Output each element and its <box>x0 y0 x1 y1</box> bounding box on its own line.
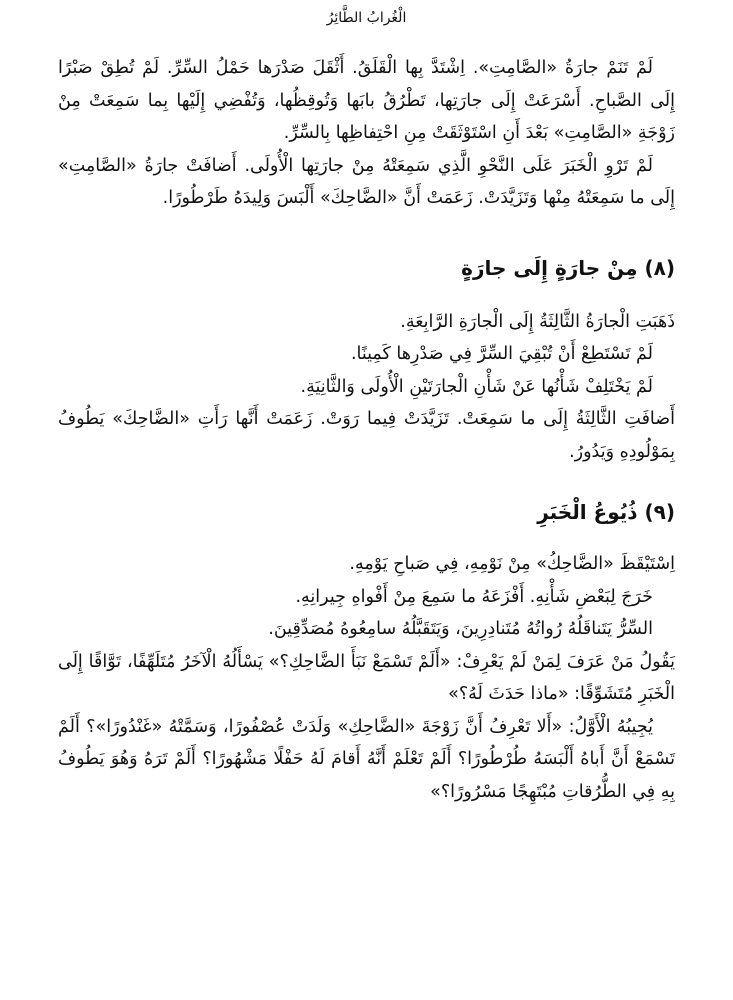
section-9 <box>58 497 675 808</box>
running-title: الْغُرابُ الطَّائِرُ <box>326 10 407 26</box>
paragraph: لَمْ تَرْوِ الْخَبَرَ عَلَى النَّحْوِ الَّذِي سَمِعَتْهُ مِنْ جارَتِها الْأُولَى. أَضافَتْ جارَةُ «الصَّامِتِ» إِلَى ما سَمِعَتْهُ مِنْها وَتَزَيَّدَتْ. زَعَمَتْ أَنَّ «الضَّاحِكَ» أَلْبَسَ وَلِيدَهُ طَرْطُورًا. <box>58 155 675 208</box>
section-heading: (٨) مِنْ جارَةٍ إِلَى جارَةٍ <box>461 255 675 280</box>
paragraph: اِسْتَيْقَظَ «الضَّاحِكُ» مِنْ نَوْمِهِ، فِي صَباحِ يَوْمِهِ. <box>349 554 675 574</box>
section-7-text <box>58 52 675 215</box>
paragraph: لَمْ تَسْتَطِعْ أَنْ تُبْقِيَ السِّرَّ فِي صَدْرِها كَمِينًا. <box>350 344 653 364</box>
paragraph: ذَهَبَتِ الْجارَةُ الثَّالِثَةُ إِلَى الْجارَةِ الرَّابِعَةِ. <box>400 311 675 332</box>
paragraph: خَرَجَ لِبَعْضِ شَأْنِهِ. أَفْزَعَهُ ما سَمِعَ مِنْ أَفْواهِ جِيرانِهِ. <box>295 586 653 607</box>
paragraph: يَقُولُ مَنْ عَرَفَ لِمَنْ لَمْ يَعْرِفْ: «أَلَمْ تَسْمَعْ نَبَأَ الضَّاحِكِ؟» يَسْأَلُهُ الْآخَرُ مُتَلَهِّفًا، تَوَّاقًا إِلَى الْخَبَرِ مُتَشَوِّقًا: «ماذا حَدَثَ لَهُ؟» <box>58 651 675 704</box>
paragraph: أَضافَتِ الثَّالِثَةُ إِلَى ما سَمِعَتْ. تَزَيَّدَتْ فِيما رَوَتْ. زَعَمَتْ أَنَّها رَأَتِ «الضَّاحِكَ» يَطُوفُ بِمَوْلُودِهِ وَيَدُورُ. <box>58 409 675 462</box>
section-heading: (٩) ذُيُوعُ الْخَبَرِ <box>537 500 675 524</box>
paragraph: لَمْ تَنَمْ جارَةُ «الصَّامِتِ». اِشْتَدَّ بِها الْقَلَقُ. أَثْقَلَ صَدْرَها حَمْلُ السِّرِّ. لَمْ تُطِقْ صَبْرًا إِلَى الصَّباحِ. أَسْرَعَتْ إِلَى جارَتِها، تَطْرُقُ بابَها وَتُوقِظُها، وَتُفْضِي إِلَيْها بِما سَمِعَتْ مِنْ زَوْجَةِ «الصَّامِتِ» بَعْدَ أَنِ اسْتَوْثَقَتْ مِنِ احْتِفاظِها بِالسِّرِّ. <box>58 58 675 143</box>
page-body <box>58 52 675 808</box>
section-8 <box>58 253 675 469</box>
paragraph: لَمْ يَخْتَلِفْ شَأْنُها عَنْ شَأْنِ الْجارَتَيْنِ الْأُولَى وَالثَّانِيَةِ. <box>300 376 653 397</box>
paragraph: يُجِيبُهُ الْأَوَّلُ: «أَلا تَعْرِفُ أَنَّ زَوْجَةَ «الضَّاحِكِ» وَلَدَتْ عُصْفُورًا، وَسَمَّتْهُ «غَنْدُورًا»؟ أَلَمْ تَسْمَعْ أَنَّ أَباهُ أَلْبَسَهُ طُرْطُورًا؟ أَلَمْ تَعْلَمْ أَنَّهُ أَقامَ لَهُ حَفْلًا مَشْهُورًا؟ أَلَمْ تَرَهُ وَهُوَ يَطُوفُ بِهِ فِي الطُّرُقاتِ مُبْتَهِجًا مَسْرُورًا؟» <box>58 716 675 802</box>
paragraph: السِّرُّ يَتَناقَلُهُ رُواتُهُ مُتَنادِرِينَ، وَيَتَقَبَّلُهُ سامِعُوهُ مُصَدِّقِينَ. <box>268 619 653 639</box>
